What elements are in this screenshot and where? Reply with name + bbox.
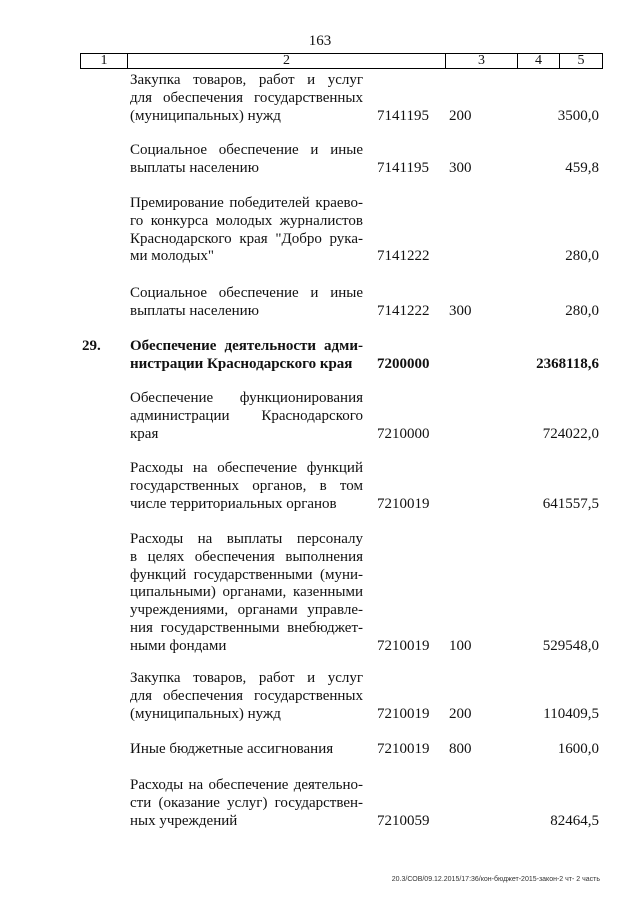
row-description xyxy=(130,670,363,723)
description-line: ными фондами xyxy=(130,637,227,654)
row-description xyxy=(130,777,363,830)
header-col-1: 1 xyxy=(81,54,128,68)
amount: 1600,0 xyxy=(557,741,599,757)
description-line: Социальное обеспечение и иные xyxy=(130,285,363,301)
row-number: 29. xyxy=(82,338,101,354)
description-line: го конкурса молодых журналистов xyxy=(130,212,363,229)
description-line: Социальное обеспечение и иные xyxy=(130,142,363,158)
table-row xyxy=(0,460,640,513)
amount: 459,8 xyxy=(565,159,599,176)
target-code: 7200000 xyxy=(377,355,430,372)
footer-reference: 20.3/СОВ/09.12.2015/17:36/кон-бюджет-2015-закон-2 чт- 2 часть xyxy=(391,876,600,883)
description-line: выплаты населению xyxy=(130,302,259,319)
target-code: 7141222 xyxy=(377,248,430,265)
description-line: Расходы на обеспечение деятельно- xyxy=(130,777,363,793)
amount: 280,0 xyxy=(565,302,599,319)
description-line: (муниципальных) нужд xyxy=(130,705,281,722)
description-line: государственных органов, в том xyxy=(130,477,363,494)
description-line: в целях обеспечения выполнения xyxy=(130,548,363,565)
row-description xyxy=(130,741,363,759)
row-description xyxy=(130,338,363,374)
amount: 529548,0 xyxy=(542,637,599,654)
description-line: ми молодых" xyxy=(130,248,214,265)
amount: 280,0 xyxy=(565,248,599,265)
table-row xyxy=(0,390,640,443)
table-header xyxy=(80,53,603,69)
header-col-2: 2 xyxy=(128,54,446,68)
expense-type: 800 xyxy=(449,741,472,757)
amount: 2368118,6 xyxy=(536,355,599,372)
target-code: 7210019 xyxy=(377,495,430,512)
description-line: функций государственными (муни- xyxy=(130,566,363,583)
target-code: 7210019 xyxy=(377,637,430,654)
description-line: Расходы на обеспечение функций xyxy=(130,460,363,476)
description-line: Краснодарского края "Добро рука- xyxy=(130,230,363,247)
amount: 641557,5 xyxy=(542,495,599,512)
row-description xyxy=(130,531,363,656)
table-row xyxy=(0,285,640,321)
table-row xyxy=(0,670,640,723)
header-col-3: 3 xyxy=(446,54,518,68)
row-description xyxy=(130,142,363,178)
expense-type: 300 xyxy=(449,159,472,176)
description-line: нистрации Краснодарского края xyxy=(130,355,353,372)
expense-type: 100 xyxy=(449,637,472,654)
table-row xyxy=(0,338,640,374)
table-row xyxy=(0,195,640,266)
description-line: учреждениями, органами управле- xyxy=(130,602,363,619)
row-description xyxy=(130,285,363,321)
description-line: Обеспечение функционирования xyxy=(130,390,363,406)
description-line: Иные бюджетные ассигнования xyxy=(130,741,334,757)
table-row xyxy=(0,72,640,125)
description-line: сти (оказание услуг) государствен- xyxy=(130,794,363,811)
description-line: администрации Краснодарского xyxy=(130,407,363,424)
amount: 82464,5 xyxy=(550,812,599,829)
row-description xyxy=(130,460,363,513)
table-row xyxy=(0,777,640,830)
description-line: Премирование победителей краево- xyxy=(130,195,363,211)
description-line: для обеспечения государственных xyxy=(130,687,363,704)
row-description xyxy=(130,390,363,443)
amount: 724022,0 xyxy=(542,425,599,442)
description-line: ния государственными внебюджет- xyxy=(130,619,363,636)
target-code: 7141195 xyxy=(377,159,429,176)
description-line: Закупка товаров, работ и услуг xyxy=(130,72,363,88)
target-code: 7210059 xyxy=(377,812,430,829)
target-code: 7210000 xyxy=(377,425,430,442)
description-line: края xyxy=(130,425,159,442)
expense-type: 200 xyxy=(449,107,472,124)
description-line: Обеспечение деятельности адми- xyxy=(130,338,363,354)
header-col-5: 5 xyxy=(577,53,585,68)
row-description xyxy=(130,72,363,125)
expense-type: 200 xyxy=(449,705,472,722)
description-line: (муниципальных) нужд xyxy=(130,107,281,124)
description-line: числе территориальных органов xyxy=(130,495,337,512)
row-description xyxy=(130,195,363,266)
header-col-4: 4 xyxy=(518,54,560,68)
target-code: 7210019 xyxy=(377,705,430,722)
table-row xyxy=(0,531,640,656)
target-code: 7210019 xyxy=(377,741,430,757)
description-line: Закупка товаров, работ и услуг xyxy=(130,670,363,686)
table-row xyxy=(0,142,640,178)
target-code: 7141195 xyxy=(377,107,429,124)
description-line: ных учреждений xyxy=(130,812,238,829)
table-row xyxy=(0,741,640,759)
target-code: 7141222 xyxy=(377,302,430,319)
amount: 3500,0 xyxy=(557,107,599,124)
description-line: выплаты населению xyxy=(130,159,259,176)
expense-type: 300 xyxy=(449,302,472,319)
description-line: для обеспечения государственных xyxy=(130,89,363,106)
page-number: 163 xyxy=(308,33,332,49)
description-line: ципальными) органами, казенными xyxy=(130,584,363,601)
amount: 110409,5 xyxy=(543,705,599,722)
description-line: Расходы на выплаты персоналу xyxy=(130,531,363,547)
